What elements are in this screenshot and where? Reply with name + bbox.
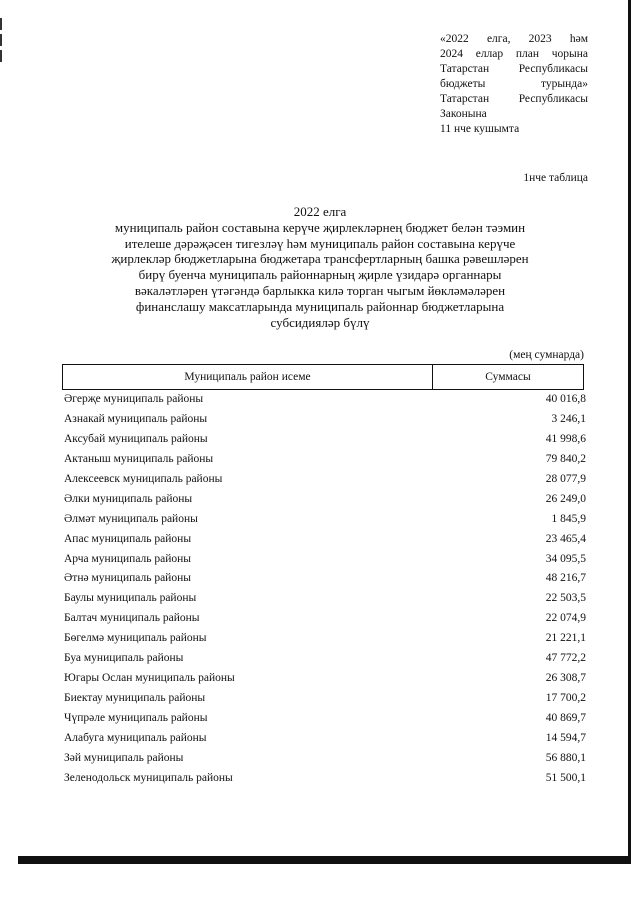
district-amount: 47 772,2 (545, 652, 586, 665)
units-note: (мең сумнарда) (509, 349, 584, 361)
district-amount: 34 095,5 (545, 552, 586, 565)
district-amount: 3 246,1 (551, 412, 586, 425)
title-year: 2022 елга (293, 204, 347, 219)
district-amount: 40 869,7 (545, 712, 586, 724)
table-row (64, 609, 586, 629)
district-name: Актаныш муниципаль районы (64, 452, 214, 465)
annex-reference (440, 32, 588, 137)
title-line: бирү буенча муниципаль районнарның җирле үзидарә органнары (138, 267, 502, 283)
district-name: Зәй муниципаль районы (64, 751, 184, 764)
table-number: 1нче таблица (523, 172, 588, 184)
title-line: вәкаләтләрен үтәгәндә барлыкка килә торган чыгым йөкләмәләрен (134, 282, 506, 298)
district-name: Буа муниципаль районы (64, 652, 184, 665)
table-row (64, 470, 586, 490)
district-name: Баулы муниципаль районы (64, 592, 197, 605)
district-amount: 26 308,7 (545, 672, 586, 685)
district-name: Зеленодольск муниципаль районы (64, 771, 233, 784)
column-header-amount: Суммасы (485, 371, 531, 383)
district-amount: 21 221,1 (545, 632, 586, 645)
title-line: финанслашу максатларында муниципаль районнар бюджетларына (135, 298, 505, 314)
table-row (64, 430, 586, 450)
district-name: Алексеевск муниципаль районы (64, 472, 223, 485)
table-body (64, 390, 586, 789)
table-row (64, 649, 586, 669)
table-row (64, 749, 586, 769)
district-name: Биектау муниципаль районы (64, 692, 206, 705)
table-row (64, 669, 586, 689)
district-amount: 23 465,4 (545, 532, 586, 545)
annex-line: Законына (440, 108, 487, 120)
annex-line: Татарстан Республикасы (440, 63, 588, 75)
annex-line: Татарстан Республикасы (440, 93, 588, 105)
table-row (64, 589, 586, 609)
district-amount: 40 016,8 (545, 393, 586, 405)
district-amount: 41 998,6 (545, 432, 586, 445)
district-name: Балтач муниципаль районы (64, 612, 200, 625)
district-amount: 22 074,9 (545, 612, 586, 625)
district-name: Арча муниципаль районы (64, 552, 192, 565)
table-row (64, 629, 586, 649)
district-name: Әлмәт муниципаль районы (64, 512, 198, 525)
district-amount: 17 700,2 (545, 692, 586, 705)
title-line: ителеше дәрәҗәсен тигезләү һәм муниципаль район составына керүче (124, 235, 516, 251)
district-name: Азнакай муниципаль районы (64, 412, 208, 425)
table-row (64, 769, 586, 789)
district-name: Әлки муниципаль районы (64, 492, 193, 505)
district-name: Югары Ослан муниципаль районы (64, 672, 235, 685)
scan-mark (0, 50, 2, 62)
table-row (64, 729, 586, 749)
table-row (64, 569, 586, 589)
district-amount: 48 216,7 (545, 572, 586, 585)
district-amount: 51 500,1 (545, 771, 586, 784)
table-header (62, 364, 584, 390)
district-amount: 79 840,2 (545, 452, 586, 465)
district-amount: 1 845,9 (551, 512, 586, 525)
annex-line: «2022 елга, 2023 һәм (440, 33, 588, 45)
scan-mark (0, 34, 2, 46)
district-amount: 26 249,0 (545, 492, 586, 505)
document-title (80, 204, 560, 330)
table-row (64, 410, 586, 430)
annex-line: бюджеты турында» (440, 78, 588, 90)
table-row (64, 450, 586, 470)
district-amount: 28 077,9 (545, 472, 586, 485)
table-row (64, 510, 586, 530)
title-line: муниципаль район составына керүче җирлекләрнең бюджет белән тәэмин (114, 219, 526, 235)
annex-number: 11 нче кушымта (440, 123, 520, 135)
title-line: җирлекләр бюджетларына бюджетара трансфертларның башка рәвешләрен (111, 251, 529, 267)
district-name: Апас муниципаль районы (64, 532, 192, 545)
table-row (64, 390, 586, 410)
scan-border-bottom (18, 856, 631, 864)
annex-line: 2024 еллар план чорына (440, 48, 588, 60)
table-row (64, 490, 586, 510)
column-header-name: Муниципаль район исеме (63, 365, 433, 389)
district-amount: 56 880,1 (545, 751, 586, 764)
scan-border-right (628, 0, 631, 862)
district-name: Әгерҗе муниципаль районы (64, 393, 204, 405)
table-row (64, 709, 586, 729)
district-name: Алабуга муниципаль районы (64, 731, 207, 744)
district-amount: 14 594,7 (545, 731, 586, 744)
district-name: Аксубай муниципаль районы (64, 432, 208, 445)
title-line: субсидияләр бүлү (270, 314, 370, 330)
district-name: Бөгелмә муниципаль районы (64, 632, 207, 645)
district-name: Чүпрәле муниципаль районы (64, 712, 208, 724)
district-amount: 22 503,5 (545, 592, 586, 605)
district-name: Әтнә муниципаль районы (64, 572, 191, 585)
scan-mark (0, 18, 2, 30)
table-row (64, 550, 586, 570)
table-row (64, 689, 586, 709)
table-row (64, 530, 586, 550)
